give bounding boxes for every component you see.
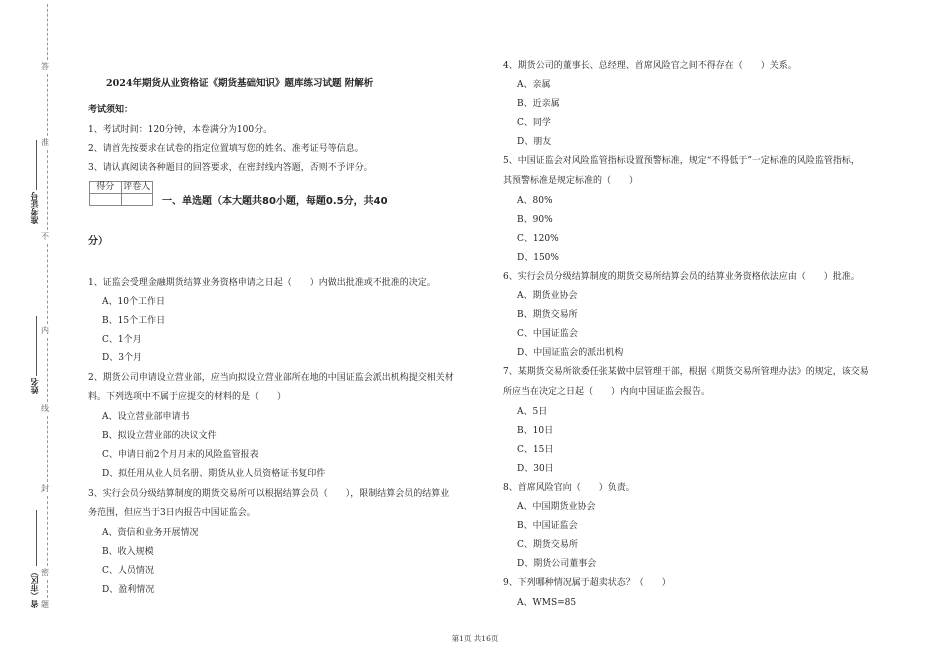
question-5: 5、中国证监会对风险监管指标设置预警标准，规定“不得低于”一定标准的风险监管指标，	[503, 156, 860, 166]
binding-char: 密	[41, 568, 49, 577]
question-2-cont: 料。下列选项中不属于应提交的材料的是（ ）	[88, 392, 287, 402]
binding-dash-line	[47, 150, 48, 230]
option-item: A、WMS=85	[517, 598, 577, 608]
option-item: D、朋友	[517, 137, 552, 147]
binding-dash-line	[47, 74, 48, 136]
option-item: B、15个工作日	[102, 316, 166, 326]
binding-char: 准	[41, 138, 49, 147]
grader-cell[interactable]	[121, 194, 153, 206]
question-5-cont: 其预警标准是规定标准的（ ）	[503, 176, 639, 186]
binding-char: 不	[41, 232, 49, 241]
binding-dash-line	[47, 496, 48, 566]
option-item: C、期货交易所	[517, 540, 578, 550]
score-table	[89, 181, 153, 203]
option-item: B、期货交易所	[517, 310, 578, 320]
option-item: C、申请日前2个月月末的风险监管报表	[102, 450, 259, 460]
section-heading-cont: 分）	[88, 236, 108, 247]
binding-char: 线	[41, 404, 49, 413]
question-2: 2、期货公司申请设立营业部，应当向拟设立营业部所在地的中国证监会派出机构提交相关材	[88, 373, 454, 383]
question-8: 8、首席风险官向（ ）负责。	[503, 483, 635, 493]
question-7: 7、某期货交易所欲委任张某做中层管理干部，根据《期货交易所管理办法》的规定，该交易	[503, 367, 869, 377]
option-item: D、盈利情况	[102, 585, 155, 595]
score-header: 得分	[90, 182, 122, 194]
option-item: A、中国期货业协会	[517, 502, 596, 512]
province-underline	[36, 510, 37, 566]
option-item: A、亲属	[517, 80, 551, 90]
notice-item: 2、请首先按要求在试卷的指定位置填写您的姓名、准考证号等信息。	[88, 144, 364, 154]
notice-item: 1、考试时间：120分钟，本卷满分为100分。	[88, 125, 273, 135]
question-7-cont: 所应当在决定之日起（ ）内向中国证监会报告。	[503, 387, 711, 397]
binding-dash-line	[47, 338, 48, 402]
option-item: D、期货公司董事会	[517, 559, 597, 569]
question-4: 4、期货公司的董事长、总经理、首席风险官之间不得存在（ ）关系。	[503, 61, 797, 71]
option-item: B、中国证监会	[517, 521, 578, 531]
option-item: C、人员情况	[102, 566, 154, 576]
section-heading: 一、单选题（本大题共80小题，每题0.5分，共40	[162, 196, 388, 207]
binding-dash-line	[47, 244, 48, 324]
binding-char: 题	[41, 600, 49, 609]
binding-char: 内	[41, 326, 49, 335]
option-item: C、1个月	[102, 335, 142, 345]
name-label: 姓名	[30, 378, 39, 394]
question-6: 6、实行会员分级结算制度的期货交易所结算会员的结算业务资格依法应由（ ）批准。	[503, 272, 860, 282]
option-item: C、120%	[517, 234, 559, 244]
option-item: B、拟设立营业部的决议文件	[102, 431, 217, 441]
exam-number-underline	[36, 140, 37, 190]
binding-dash-line	[47, 580, 48, 598]
page-title: 2024年期货从业资格证《期货基础知识》题库练习试题 附解析	[106, 78, 374, 89]
option-item: A、期货业协会	[517, 291, 578, 301]
question-3: 3、实行会员分级结算制度的期货交易所可以根据结算会员（ ），限制结算会员的结算业	[88, 489, 450, 499]
binding-dash-line	[47, 416, 48, 482]
binding-dash-line	[47, 4, 48, 60]
option-item: C、中国证监会	[517, 329, 578, 339]
question-1: 1、证监会受理金融期货结算业务资格申请之日起（ ）内做出批准或不批准的决定。	[88, 278, 436, 288]
option-item: C、15日	[517, 445, 554, 455]
option-item: D、拟任用从业人员名册、期货从业人员资格证书复印件	[102, 469, 326, 479]
option-item: D、30日	[517, 464, 554, 474]
binding-char: 答	[41, 62, 49, 71]
option-item: A、资信和业务开展情况	[102, 528, 199, 538]
notice-item: 3、请认真阅读各种题目的回答要求，在密封线内答题，否则不予评分。	[88, 163, 373, 173]
option-item: B、10日	[517, 426, 554, 436]
option-item: B、收入规模	[102, 547, 154, 557]
option-item: D、中国证监会的派出机构	[517, 348, 624, 358]
notice-heading: 考试须知：	[88, 105, 134, 115]
option-item: A、设立营业部申请书	[102, 412, 190, 422]
province-label: 省（市区）	[30, 568, 39, 608]
score-cell[interactable]	[90, 194, 122, 206]
binding-margin	[0, 0, 60, 671]
option-item: B、近亲属	[517, 99, 560, 109]
option-item: D、3个月	[102, 353, 142, 363]
name-underline	[36, 316, 37, 376]
question-9: 9、下列哪种情况属于超卖状态？（ ）	[503, 578, 671, 588]
option-item: A、10个工作日	[102, 297, 165, 307]
page-footer: 第1页 共16页	[451, 634, 499, 643]
option-item: B、90%	[517, 215, 553, 225]
exam-number-label: 准考证号	[30, 192, 39, 224]
grader-header: 评卷人	[121, 182, 153, 194]
option-item: A、5日	[517, 407, 548, 417]
option-item: A、80%	[517, 196, 553, 206]
option-item: D、150%	[517, 253, 559, 263]
binding-char: 封	[41, 484, 49, 493]
option-item: C、同学	[517, 118, 551, 128]
question-3-cont: 务范围，但应当于3日内报告中国证监会。	[88, 508, 256, 518]
